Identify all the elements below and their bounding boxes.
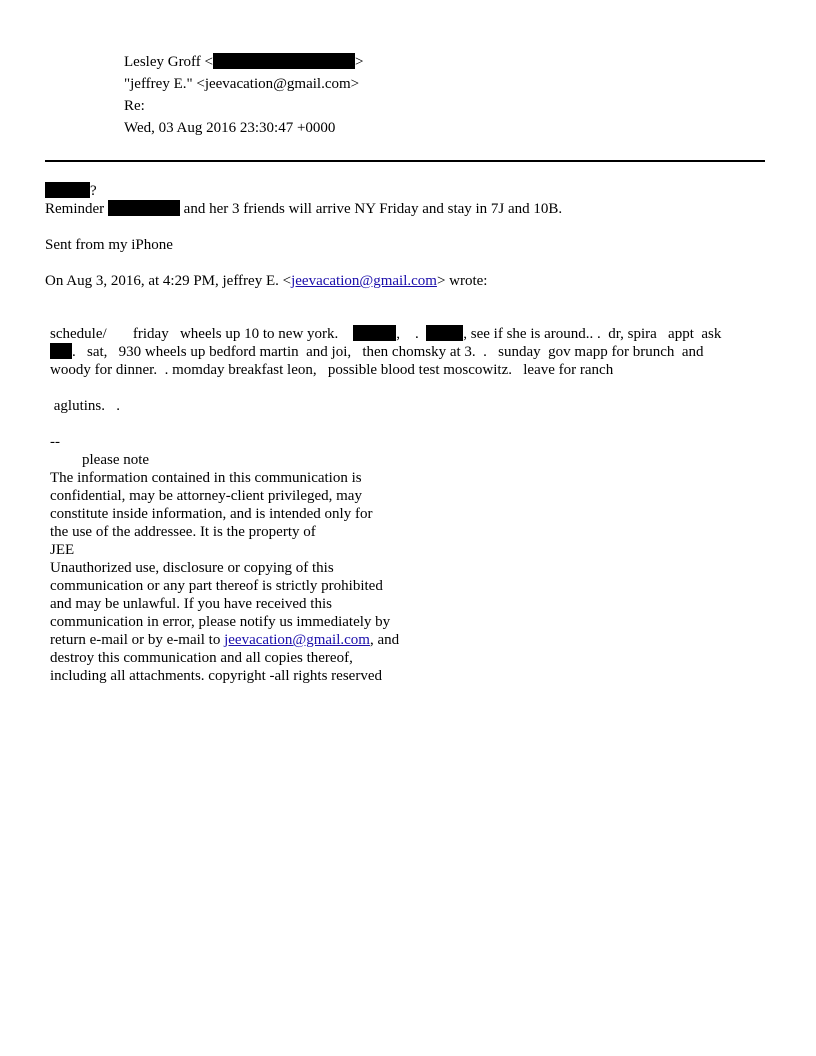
redaction-block [353, 325, 396, 341]
email-link[interactable]: jeevacation@gmail.com [224, 632, 370, 648]
message-line: ? [45, 182, 97, 200]
disclaimer-line: JEE [50, 542, 75, 558]
signature-dash: -- [50, 434, 60, 450]
quoted-line: woody for dinner. . momday breakfast leon, possible blood test moscowitz. leave for ranch [50, 362, 614, 378]
redaction-block [108, 200, 180, 216]
disclaimer-line: Unauthorized use, disclosure or copying of this [50, 560, 334, 576]
quoted-line: aglutins. . [50, 398, 120, 414]
signature-line: Sent from my iPhone [45, 237, 173, 253]
note-title: please note [82, 452, 150, 468]
disclaimer-line: The information contained in this communication is [50, 470, 362, 486]
disclaimer-line: destroy this communication and all copies thereof, [50, 650, 353, 666]
redaction-block [426, 325, 463, 341]
disclaimer-line: and may be unlawful. If you have received this [50, 596, 332, 612]
redaction-block [45, 182, 90, 198]
from-value: Lesley Groff < > [124, 54, 364, 70]
subject-value: Re: [124, 98, 145, 114]
disclaimer-line: constitute inside information, and is intended only for [50, 506, 373, 522]
disclaimer-line: return e-mail or by e-mail to jeevacation@gmail.com, and [50, 632, 400, 648]
quoted-line: . sat, 930 wheels up bedford martin and joi, then chomsky at 3. . sunday gov mapp for brunch and [50, 343, 704, 361]
email-link[interactable]: jeevacation@gmail.com [291, 273, 437, 289]
disclaimer-line: the use of the addressee. It is the property of [50, 524, 316, 540]
redaction-block [213, 53, 355, 69]
disclaimer-line: confidential, may be attorney-client privileged, may [50, 488, 362, 504]
to-value: "jeffrey E." <jeevacation@gmail.com> [124, 76, 360, 92]
quote-intro: On Aug 3, 2016, at 4:29 PM, jeffrey E. <jeevacation@gmail.com> wrote: [45, 273, 488, 289]
quoted-line: schedule/ friday wheels up 10 to new york. , . , see if she is around.. . dr, spira appt ask [50, 326, 722, 342]
message-line: Reminder and her 3 friends will arrive NY Friday and stay in 7J and 10B. [45, 201, 563, 217]
disclaimer-line: communication or any part thereof is strictly prohibited [50, 578, 383, 594]
date-value: Wed, 03 Aug 2016 23:30:47 +0000 [124, 120, 336, 136]
disclaimer-line: including all attachments. copyright -all rights reserved [50, 668, 382, 684]
redaction-block [50, 343, 72, 359]
disclaimer-line: communication in error, please notify us immediately by [50, 614, 391, 630]
header-divider [45, 160, 765, 162]
